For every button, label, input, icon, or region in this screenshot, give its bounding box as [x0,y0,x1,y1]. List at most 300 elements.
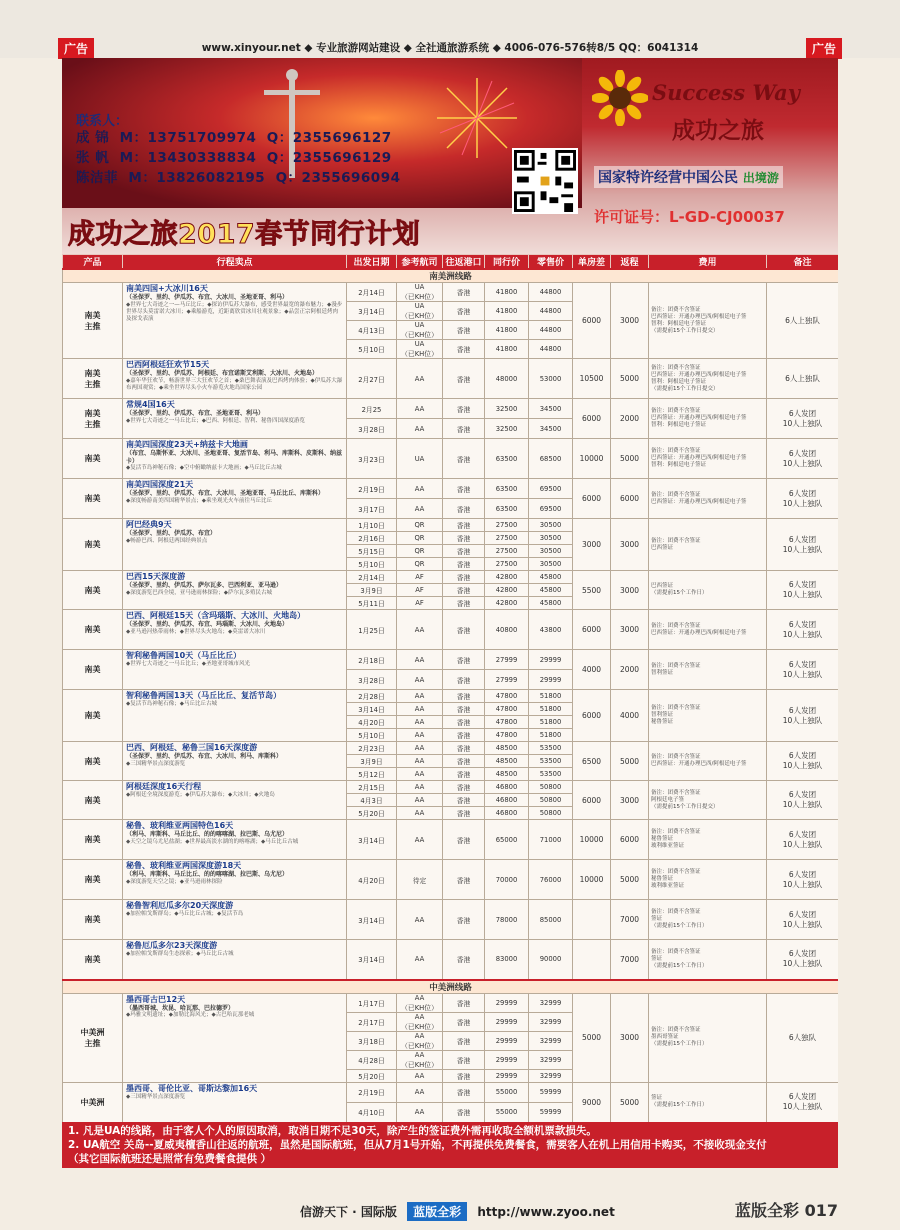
port: 香港 [443,794,485,807]
fireworks-icon [432,73,522,163]
itinerary-table [62,254,838,1122]
route-description: ◆嘉年华狂欢节，畅游世界三大狂欢节之首；◆桑巴舞表演及巴西烤肉体验；◆伊瓜苏大瀑布两国观赏；◆乘坐世界尽头小火车游览火地岛国家公园 [126,377,343,391]
route-cell [123,781,347,820]
product-cell: 南美 [63,571,123,610]
table-row [63,399,839,419]
peer-price: 47800 [485,690,529,703]
departure-date: 3月9日 [347,755,397,768]
port: 香港 [443,399,485,419]
retail-price: 71000 [529,820,573,860]
peer-price: 55000 [485,1102,529,1122]
footer [0,1190,900,1230]
route-description: ◆复活节岛神秘石像；◆马丘比丘古城 [126,701,217,707]
peer-price: 46800 [485,807,529,820]
page-title: 成功之旅2017春节同行计划 [68,219,421,250]
route-subtitle: （圣保罗、里约、伊瓜苏、布宜、玛瑙斯、大冰川、火地岛） [126,621,289,628]
single-supplement: 10500 [573,359,611,399]
return-fee: 6000 [611,479,649,519]
airline: QR [397,532,443,545]
retail-price: 45800 [529,571,573,584]
peer-price: 27500 [485,532,529,545]
airline: AA [397,359,443,399]
departure-date: 3月14日 [347,900,397,940]
airline: AA [397,703,443,716]
departure-date: 3月14日 [347,940,397,980]
route-description: ◆世界七大奇迹之一马丘比丘；◆巴西、阿根廷、智利、秘鲁四国深度游览 [126,417,305,424]
route-title: 巴西、阿根廷、秘鲁三国16天深度游 [126,743,258,752]
airline: AA [397,794,443,807]
airline: AA [397,768,443,781]
departure-date: 3月14日 [347,302,397,321]
return-fee: 3000 [611,519,649,571]
retail-price: 69500 [529,479,573,499]
product-cell: 南美 主推 [63,399,123,439]
port: 香港 [443,283,485,302]
retail-price: 51800 [529,690,573,703]
sunflower-logo-icon [592,70,648,126]
departure-date: 4月20日 [347,716,397,729]
remark: 6人发团 10人上独队 [767,820,839,860]
departure-date: 3月18日 [347,1031,397,1050]
peer-price: 47800 [485,703,529,716]
retail-price: 44800 [529,283,573,302]
retail-price: 30500 [529,532,573,545]
airline: AA [397,940,443,980]
route-cell [123,900,347,940]
contact-phone: M：13751709974 [119,130,257,146]
fee-notes: 备注：团费不含签证 秘鲁签证 玻利维亚签证 [649,820,767,860]
return-fee: 7000 [611,940,649,980]
departure-date: 1月17日 [347,993,397,1012]
retail-price: 32999 [529,993,573,1012]
airline: AA （已KH位） [397,1050,443,1069]
fee-notes: 签证 （需提前15个工作日） [649,1082,767,1122]
departure-date: 5月11日 [347,597,397,610]
column-header: 行程卖点 [123,255,347,270]
column-header: 往返港口 [443,255,485,270]
remark: 6人发团 10人上独队 [767,690,839,742]
remark: 6人发团 10人上独队 [767,571,839,610]
table-row [63,940,839,980]
column-header: 备注 [767,255,839,270]
route-description: ◆畅游巴西、阿根廷两国经典景点 [126,537,208,544]
route-cell [123,439,347,479]
route-description: ◆复活节岛神秘石像；◆空中俯瞰纳兹卡大地画；◆马丘比丘古城 [126,465,282,471]
route-description: ◆阿根廷全境深度游览；◆伊瓜苏大瀑布；◆大冰川；◆火地岛 [126,792,275,798]
route-title: 秘鲁厄瓜多尔23天深度游 [126,941,218,950]
route-subtitle: （圣保罗、里约、伊瓜苏、布宜、大冰川、利马、库斯科） [126,753,283,760]
route-subtitle: （墨西哥城、坎昆、哈瓦那、巴拉德罗） [126,1004,235,1012]
peer-price: 29999 [485,993,529,1012]
departure-date: 5月10日 [347,729,397,742]
port: 香港 [443,610,485,650]
route-cell [123,399,347,439]
product-cell: 南美 [63,742,123,781]
column-header: 费用 [649,255,767,270]
retail-price: 29999 [529,670,573,690]
peer-price: 48500 [485,742,529,755]
port: 香港 [443,419,485,439]
product-cell: 中美洲 主推 [63,993,123,1082]
return-fee: 5000 [611,439,649,479]
product-cell: 南美 [63,479,123,519]
route-cell [123,283,347,359]
route-subtitle: （圣保罗、里约、伊瓜苏、阿根廷、布宜诺斯艾利斯、大冰川、火地岛） [126,370,319,377]
route-description: ◆加拉帕戈斯群岛；◆马丘比丘古城；◆复活节岛 [126,911,244,917]
port: 香港 [443,1082,485,1102]
contact-row-2 [76,146,392,166]
peer-price: 63500 [485,499,529,519]
retail-price: 43800 [529,610,573,650]
table-row [63,781,839,794]
airline: AA [397,670,443,690]
return-fee: 4000 [611,690,649,742]
product-cell: 南美 [63,519,123,571]
route-cell [123,742,347,781]
peer-price: 46800 [485,794,529,807]
remark: 6人发团 10人上独队 [767,1082,839,1122]
peer-price: 47800 [485,716,529,729]
port: 香港 [443,519,485,532]
route-description: ◆天空之镜乌尤尼盐湖；◆世界最高淡水湖的的喀喀湖；◆马丘比丘古城 [126,838,299,845]
retail-price: 50800 [529,794,573,807]
airline: AA （已KH位） [397,993,443,1012]
product-cell: 南美 [63,650,123,690]
port: 香港 [443,670,485,690]
peer-price: 46800 [485,781,529,794]
airline: AA [397,729,443,742]
retail-price: 30500 [529,545,573,558]
remark: 6人发团 10人上独队 [767,439,839,479]
route-description: ◆世界七大奇迹之一—马丘比丘；◆探访伊瓜苏大瀑布，感受世界最宽的瀑布魅力；◆漫步世界尽头莫雷诺大冰川；◆乘船游览，近距离欣赏冰川壮观景象；◆品尝正宗阿根廷烤肉及探戈表演 [126,301,343,322]
note-line-3: （其它国际航班还是照常有免费餐食提供 ） [68,1153,272,1165]
port: 香港 [443,571,485,584]
airline: AF [397,571,443,584]
retail-price: 85000 [529,900,573,940]
port: 香港 [443,781,485,794]
departure-date: 4月20日 [347,860,397,900]
route-title: 秘鲁、玻利维亚两国深度游18天 [126,861,242,870]
retail-price: 53500 [529,768,573,781]
table-row [63,479,839,499]
route-description: ◆深度畅游南美四国精华景点；◆乘坐观光火车前往马丘比丘 [126,497,272,504]
airline: AA [397,781,443,794]
retail-price: 76000 [529,860,573,900]
route-description: ◆三国精华景点深度游览 [126,760,186,767]
airline: AA [397,1082,443,1102]
route-title: 巴西阿根廷狂欢节15天 [126,360,210,369]
return-fee: 6000 [611,820,649,860]
remark: 6人发团 10人上独队 [767,610,839,650]
airline: AA [397,742,443,755]
departure-date: 1月10日 [347,519,397,532]
departure-date: 2月15日 [347,781,397,794]
section-title: 中美洲线路 [63,980,839,994]
airline: AA [397,807,443,820]
port: 香港 [443,716,485,729]
table-row [63,650,839,670]
route-description: ◆三国精华景点深度游览 [126,1093,186,1100]
airline: UA [397,439,443,479]
route-title: 阿巴经典9天 [126,520,172,529]
table-row [63,571,839,584]
route-subtitle: （圣保罗、里约、伊瓜苏、萨尔瓦多、巴西利亚、亚马逊） [126,582,283,589]
route-subtitle: （利马、库斯科、马丘比丘、的的喀喀湖、拉巴斯、乌尤尼） [126,871,289,878]
departure-date: 3月28日 [347,419,397,439]
departure-date: 2月14日 [347,571,397,584]
retail-price: 32999 [529,1012,573,1031]
top-info-line: www.xinyour.net ◆ 专业旅游网站建设 ◆ 全社通旅游系统 ◆ 4006-076-576转8/5 QQ：6041314 [201,42,699,54]
permit-tag: 出境游 [742,171,779,185]
airline: UA （已KH位） [397,283,443,302]
column-header: 出发日期 [347,255,397,270]
port: 香港 [443,703,485,716]
retail-price: 50800 [529,781,573,794]
retail-price: 53500 [529,755,573,768]
contact-phone: M：13430338834 [119,150,257,166]
ad-label-right: 广告 [806,38,842,59]
route-cell [123,1082,347,1122]
retail-price: 44800 [529,321,573,340]
airline: AF [397,597,443,610]
retail-price: 69500 [529,499,573,519]
fee-notes: 备注：团费不含签证 巴西签证：开通办理巴西/阿根廷电子签 [649,610,767,650]
single-supplement: 6000 [573,690,611,742]
route-title: 南美四国+大冰川16天 [126,284,208,293]
port: 香港 [443,584,485,597]
single-supplement: 10000 [573,860,611,900]
airline: AA [397,1102,443,1122]
route-title: 墨西哥、哥伦比亚、哥斯达黎加16天 [126,1083,258,1093]
remark: 6人发团 10人上独队 [767,742,839,781]
table-row [63,820,839,860]
retail-price: 32999 [529,1069,573,1082]
departure-date: 5月20日 [347,807,397,820]
port: 香港 [443,1050,485,1069]
port: 香港 [443,755,485,768]
contact-qq: Q：2355696127 [266,130,392,146]
peer-price: 29999 [485,1012,529,1031]
departure-date: 2月14日 [347,283,397,302]
peer-price: 42800 [485,597,529,610]
airline: AA [397,479,443,499]
route-cell [123,479,347,519]
footer-badge: 蓝版全彩 [407,1202,467,1221]
departure-date: 3月14日 [347,820,397,860]
port: 香港 [443,499,485,519]
departure-date: 2月27日 [347,359,397,399]
retail-price: 45800 [529,584,573,597]
route-description: ◆深度游览天空之镜；◆亚马逊雨林探险 [126,878,223,885]
contact-name: 张 帆 [76,150,110,166]
peer-price: 83000 [485,940,529,980]
route-subtitle: （利马、库斯科、马丘比丘、的的喀喀湖、拉巴斯、乌尤尼） [126,831,289,838]
qr-code-icon [512,148,578,214]
departure-date: 2月19日 [347,1082,397,1102]
route-description: ◆亚马逊河热带雨林；◆世界尽头火地岛；◆莫雷诺大冰川 [126,628,266,635]
itinerary-table-wrapper [62,254,838,1122]
route-subtitle: （圣保罗、里约、伊瓜苏、布宜） [126,530,217,537]
retail-price: 44800 [529,340,573,359]
single-supplement: 3000 [573,519,611,571]
brand-name-english: Success Way [652,80,800,105]
product-cell: 南美 [63,610,123,650]
port: 香港 [443,1102,485,1122]
table-row [63,690,839,703]
airline: 待定 [397,860,443,900]
airline: QR [397,519,443,532]
peer-price: 48000 [485,359,529,399]
remark: 6人发团 10人上独队 [767,860,839,900]
table-row [63,900,839,940]
port: 香港 [443,597,485,610]
departure-date: 2月19日 [347,479,397,499]
column-header: 同行价 [485,255,529,270]
fee-notes: 备注：团费不含签证 巴西签证：开通办理巴西/阿根廷电子签 智利：阿根廷电子签证 （需提前15个工作日提交） [649,283,767,359]
port: 香港 [443,650,485,670]
product-cell: 南美 [63,439,123,479]
column-header: 零售价 [529,255,573,270]
peer-price: 27500 [485,558,529,571]
permit-line [594,166,783,188]
permit-text: 国家特许经营中国公民 [598,170,738,186]
single-supplement: 5000 [573,993,611,1082]
port: 香港 [443,729,485,742]
table-row [63,993,839,1012]
peer-price: 42800 [485,571,529,584]
contact-title: 联系人： [76,114,129,129]
port: 香港 [443,860,485,900]
route-title: 智利秘鲁两国13天（马丘比丘、复活节岛） [126,691,282,700]
route-cell [123,359,347,399]
airline: AA [397,900,443,940]
airline: UA （已KH位） [397,321,443,340]
port: 香港 [443,340,485,359]
airline: AA [397,399,443,419]
remark: 6人发团 10人上独队 [767,399,839,439]
notes-box [62,1122,838,1168]
departure-date: 4月28日 [347,1050,397,1069]
port: 香港 [443,321,485,340]
airline: AA [397,650,443,670]
single-supplement: 6000 [573,781,611,820]
route-cell [123,571,347,610]
retail-price: 29999 [529,650,573,670]
departure-date: 3月14日 [347,703,397,716]
retail-price: 53000 [529,359,573,399]
port: 香港 [443,820,485,860]
column-header: 单房差 [573,255,611,270]
route-title: 智利秘鲁两国10天（马丘比丘） [126,651,242,660]
airline: AA （已KH位） [397,1031,443,1050]
remark: 6人发团 10人上独队 [767,781,839,820]
airline: AA [397,419,443,439]
peer-price: 41800 [485,321,529,340]
port: 香港 [443,690,485,703]
route-cell [123,610,347,650]
departure-date: 2月28日 [347,690,397,703]
retail-price: 32999 [529,1031,573,1050]
airline: AA [397,755,443,768]
departure-date: 3月17日 [347,499,397,519]
peer-price: 29999 [485,1069,529,1082]
airline: QR [397,558,443,571]
retail-price: 34500 [529,399,573,419]
port: 香港 [443,900,485,940]
retail-price: 59999 [529,1082,573,1102]
single-supplement: 10000 [573,439,611,479]
single-supplement: 6500 [573,742,611,781]
single-supplement: 5500 [573,571,611,610]
retail-price: 44800 [529,302,573,321]
route-title: 巴西15天深度游 [126,572,186,581]
retail-price: 53500 [529,742,573,755]
fee-notes: 备注：团费不含签证 巴西签证：开通办理巴西/阿根廷电子签 [649,479,767,519]
route-description: ◆加拉帕戈斯群岛生态探索；◆马丘比丘古城 [126,951,234,957]
footer-center [300,1202,615,1221]
table-row [63,610,839,650]
peer-price: 48500 [485,768,529,781]
fee-notes: 备注：团费不含签证 阿根廷电子签 （需提前15个工作日提交） [649,781,767,820]
peer-price: 29999 [485,1050,529,1069]
fee-notes: 巴西签证 （需提前15个工作日） [649,571,767,610]
port: 香港 [443,532,485,545]
fee-notes: 备注：团费不含签证 巴西签证：开通办理巴西/阿根廷电子签 [649,742,767,781]
airline: AA [397,1069,443,1082]
retail-price: 90000 [529,940,573,980]
peer-price: 27500 [485,545,529,558]
port: 香港 [443,1012,485,1031]
fee-notes: 备注：团费不含签证 智利签证 [649,650,767,690]
peer-price: 63500 [485,439,529,479]
return-fee: 5000 [611,359,649,399]
ad-label-left: 广告 [58,38,94,59]
fee-notes: 备注：团费不含签证 墨西哥签证 （需提前15个工作日） [649,993,767,1082]
column-header: 返程 [611,255,649,270]
contact-row-1 [76,126,392,146]
remark: 6人发团 10人上独队 [767,479,839,519]
airline: AA （已KH位） [397,1012,443,1031]
port: 香港 [443,807,485,820]
contact-name: 陈洁菲 [76,170,118,186]
peer-price: 70000 [485,860,529,900]
retail-price: 51800 [529,729,573,742]
table-row [63,439,839,479]
route-title: 南美四国深度23天+纳兹卡大地画 [126,440,248,449]
single-supplement [573,940,611,980]
remark: 6人独队 [767,993,839,1082]
port: 香港 [443,359,485,399]
route-cell [123,690,347,742]
product-cell: 南美 [63,690,123,742]
return-fee: 3000 [611,571,649,610]
departure-date: 2月18日 [347,650,397,670]
table-header-row [63,255,839,270]
fee-notes: 备注：团费不含签证 智利签证 秘鲁签证 [649,690,767,742]
route-description: ◆深度游览巴西全境，亚马逊雨林探险；◆萨尔瓦多殖民古城 [126,589,272,596]
product-cell: 南美 [63,900,123,940]
peer-price: 47800 [485,729,529,742]
remark: 6人发团 10人上独队 [767,519,839,571]
single-supplement: 10000 [573,820,611,860]
peer-price: 41800 [485,283,529,302]
peer-price: 65000 [485,820,529,860]
table-row [63,359,839,399]
retail-price: 34500 [529,419,573,439]
route-description: ◆世界七大奇迹之一马丘比丘；◆圣地亚哥城市风光 [126,661,250,667]
section-title: 南美洲线路 [63,269,839,283]
port: 香港 [443,558,485,571]
